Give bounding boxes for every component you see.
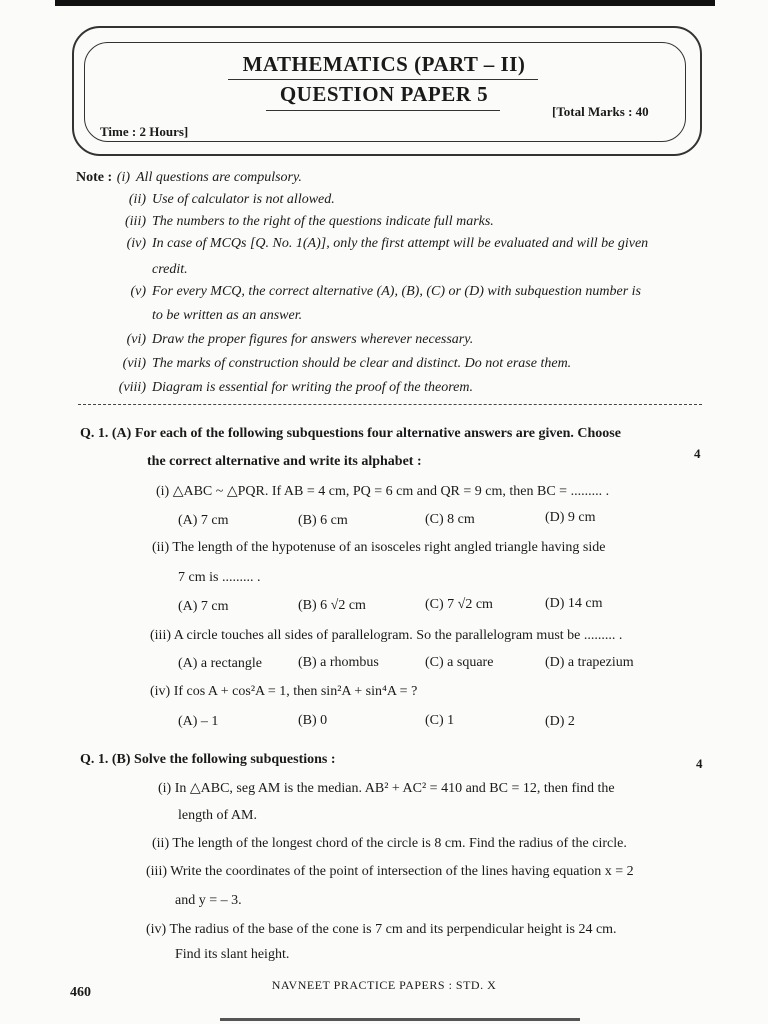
note-item: (vii) The marks of construction should be clear and distinct. Do not erase them.	[122, 356, 572, 371]
question-text: (iv) If cos A + cos²A = 1, then sin²A + sin⁴A = ?	[150, 684, 418, 699]
option-d: (D) 2	[545, 714, 575, 729]
option-b: (B) 6 cm	[298, 513, 348, 528]
option-d: (D) 9 cm	[545, 510, 596, 525]
option-b: (B) a rhombus	[298, 655, 379, 670]
option-c: (C) 1	[425, 713, 455, 728]
paper-title: MATHEMATICS (PART – II)	[242, 52, 526, 76]
option-a: (A) 7 cm	[178, 599, 229, 614]
note-label: Note :	[76, 170, 113, 185]
option-b: (B) 6 √2 cm	[298, 598, 366, 613]
question-text-cont: Find its slant height.	[175, 947, 290, 962]
question-text: (iv) The radius of the base of the cone is 7 cm and its perpendicular height is 24 cm.	[146, 922, 617, 937]
note-item: (iii) The numbers to the right of the questions indicate full marks.	[125, 214, 494, 229]
section-divider	[78, 404, 702, 405]
page-number: 460	[70, 985, 91, 1000]
time-allowed: Time : 2 Hours]	[100, 124, 189, 139]
note-item: to be written as an answer.	[152, 308, 303, 323]
q1b-marks: 4	[696, 756, 703, 771]
note-item: (v) For every MCQ, the correct alternative (A), (B), (C) or (D) with subquestion number is	[130, 284, 641, 299]
title-underline	[228, 79, 538, 80]
option-d: (D) a trapezium	[545, 655, 634, 670]
note-item: (i) All questions are compulsory.	[116, 170, 302, 185]
subtitle-underline	[266, 110, 500, 111]
question-text: (ii) The length of the longest chord of the circle is 8 cm. Find the radius of the circle.	[152, 836, 627, 851]
q1a-heading-cont: the correct alternative and write its alphabet :	[147, 454, 422, 469]
q1b-heading: Q. 1. (B) Solve the following subquestions :	[80, 752, 336, 767]
option-a: (A) a rectangle	[178, 656, 262, 671]
option-d: (D) 14 cm	[545, 596, 603, 611]
question-text: (ii) The length of the hypotenuse of an isosceles right angled triangle having side	[152, 540, 606, 555]
total-marks: [Total Marks : 40	[552, 104, 649, 119]
question-text: (i) △ABC ~ △PQR. If AB = 4 cm, PQ = 6 cm and QR = 9 cm, then BC = ......... .	[156, 484, 610, 499]
question-text-cont: and y = – 3.	[175, 893, 242, 908]
page-bottom-edge	[220, 1018, 580, 1021]
question-text: (i) In △ABC, seg AM is the median. AB² + AC² = 410 and BC = 12, then find the	[158, 781, 615, 796]
publisher-footer: NAVNEET PRACTICE PAPERS : STD. X	[271, 978, 497, 992]
question-text-cont: 7 cm is ......... .	[178, 570, 261, 585]
option-a: (A) 7 cm	[178, 513, 229, 528]
option-c: (C) 8 cm	[425, 512, 475, 527]
paper-subtitle: QUESTION PAPER 5	[279, 82, 489, 106]
q1a-marks: 4	[694, 446, 701, 461]
note-item: (iv) In case of MCQs [Q. No. 1(A)], only the first attempt will be evaluated and will be given	[126, 236, 649, 251]
option-a: (A) – 1	[178, 714, 219, 729]
option-c: (C) 7 √2 cm	[425, 597, 493, 612]
page-top-edge	[55, 0, 715, 6]
question-text: (iii) Write the coordinates of the point of intersection of the lines having equation x = 2	[146, 864, 634, 879]
note-item: (vi) Draw the proper figures for answers wherever necessary.	[126, 332, 474, 347]
question-text-cont: length of AM.	[178, 808, 257, 823]
note-item: (ii) Use of calculator is not allowed.	[128, 192, 335, 207]
note-item: (viii) Diagram is essential for writing the proof of the theorem.	[118, 380, 473, 395]
note-item: credit.	[152, 262, 188, 277]
q1a-heading: Q. 1. (A) For each of the following subquestions four alternative answers are given. Choose	[80, 426, 621, 441]
question-text: (iii) A circle touches all sides of parallelogram. So the parallelogram must be ......... .	[150, 628, 623, 643]
option-b: (B) 0	[298, 713, 328, 728]
option-c: (C) a square	[425, 655, 494, 670]
